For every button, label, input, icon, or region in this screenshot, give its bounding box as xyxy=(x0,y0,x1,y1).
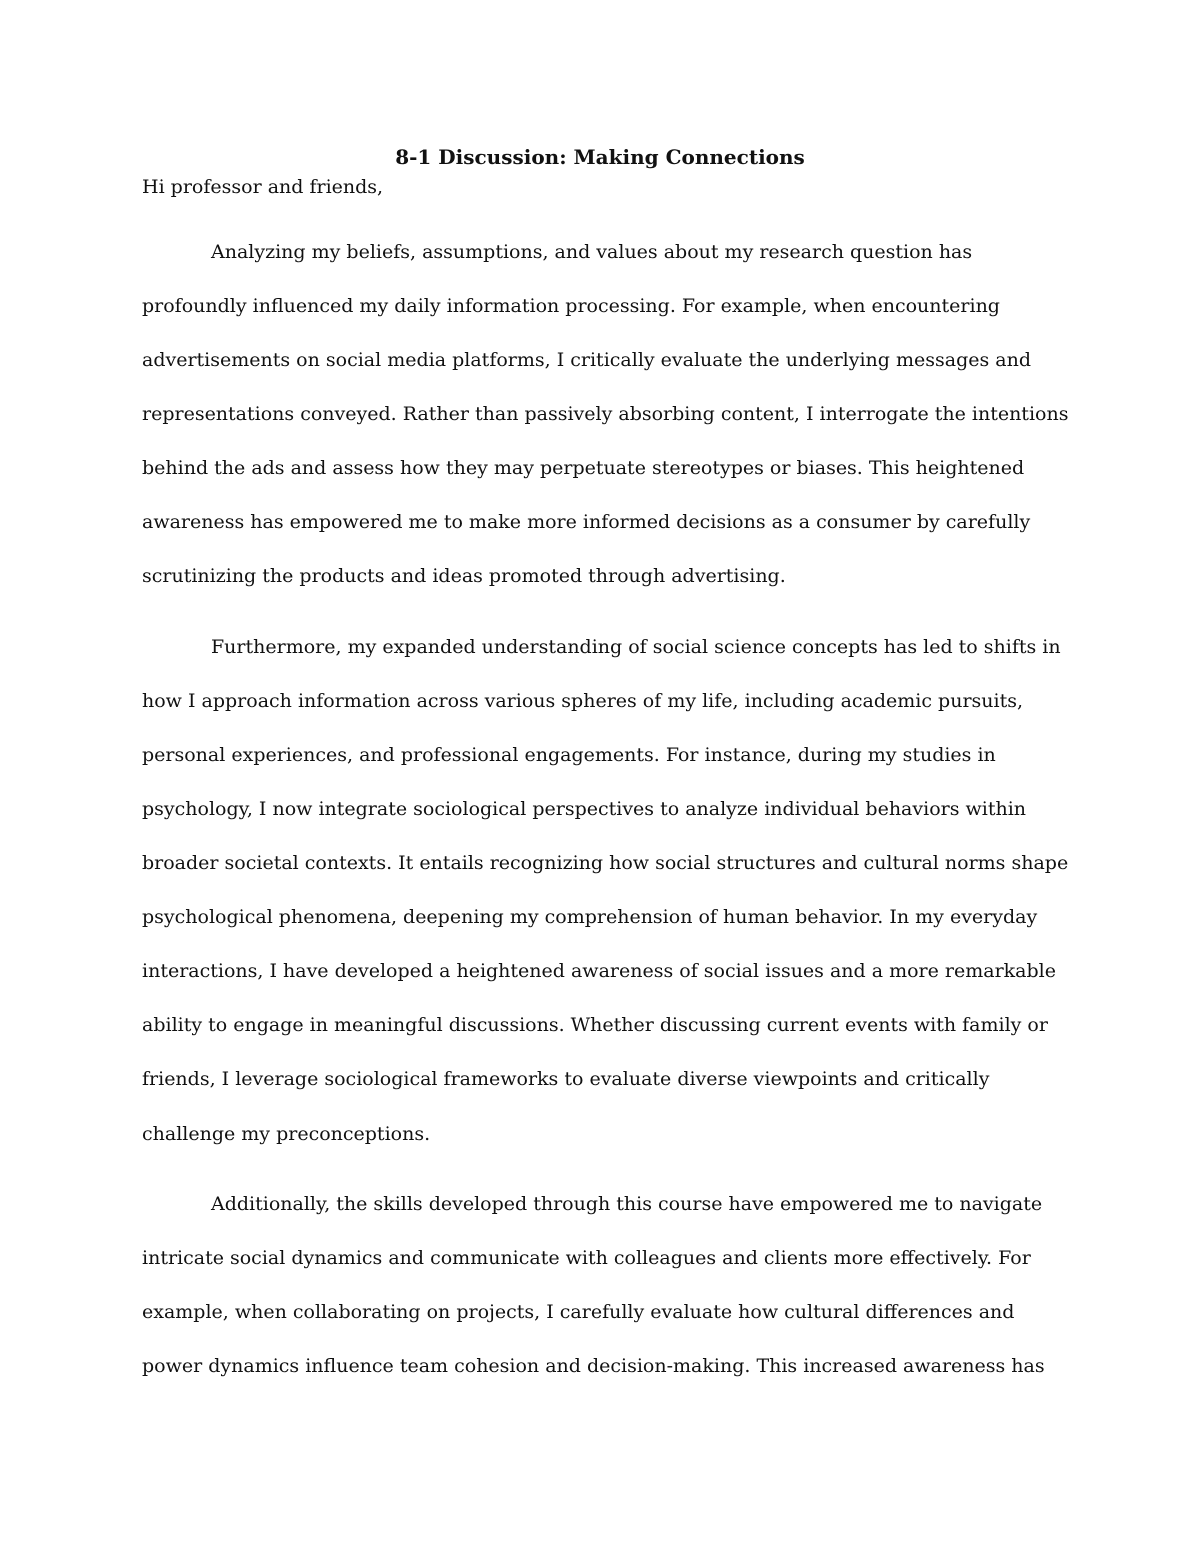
greeting-line: Hi professor and friends, xyxy=(142,176,384,198)
paragraph-1-line-7: scrutinizing the products and ideas promoted through advertising. xyxy=(142,565,786,587)
paragraph-1-line-2: profoundly influenced my daily information processing. For example, when encountering xyxy=(142,295,1000,317)
paragraph-2-line-7: interactions, I have developed a heightened awareness of social issues and a more remarkable xyxy=(142,960,1056,982)
paragraph-1-line-6: awareness has empowered me to make more informed decisions as a consumer by carefully xyxy=(142,511,1031,533)
paragraph-1-line-4: representations conveyed. Rather than passively absorbing content, I interrogate the intentions xyxy=(142,403,1069,425)
paragraph-2-line-5: broader societal contexts. It entails recognizing how social structures and cultural norms shape xyxy=(142,852,1069,874)
paragraph-2-line-10: challenge my preconceptions. xyxy=(142,1123,431,1145)
paragraph-1-line-1: Analyzing my beliefs, assumptions, and values about my research question has xyxy=(211,241,973,263)
paragraph-3-line-1: Additionally, the skills developed through this course have empowered me to navigate xyxy=(211,1193,1043,1215)
paragraph-2-line-3: personal experiences, and professional engagements. For instance, during my studies in xyxy=(142,744,996,766)
document-title: 8-1 Discussion: Making Connections xyxy=(395,145,805,169)
paragraph-1-line-5: behind the ads and assess how they may perpetuate stereotypes or biases. This heightened xyxy=(142,457,1025,479)
paragraph-3-line-3: example, when collaborating on projects, I carefully evaluate how cultural differences and xyxy=(142,1301,1015,1323)
paragraph-3-line-2: intricate social dynamics and communicate with colleagues and clients more effectively. For xyxy=(142,1247,1031,1269)
paragraph-2-line-1: Furthermore, my expanded understanding of social science concepts has led to shifts in xyxy=(211,636,1061,658)
paragraph-3-line-4: power dynamics influence team cohesion and decision-making. This increased awareness has xyxy=(142,1355,1045,1377)
paragraph-2-line-6: psychological phenomena, deepening my comprehension of human behavior. In my everyday xyxy=(142,906,1038,928)
paragraph-2-line-9: friends, I leverage sociological frameworks to evaluate diverse viewpoints and critically xyxy=(142,1068,990,1090)
paragraph-1-line-3: advertisements on social media platforms, I critically evaluate the underlying messages and xyxy=(142,349,1031,371)
paragraph-2-line-4: psychology, I now integrate sociological perspectives to analyze individual behaviors within xyxy=(142,798,1027,820)
paragraph-2-line-8: ability to engage in meaningful discussions. Whether discussing current events with family or xyxy=(142,1014,1048,1036)
paragraph-2-line-2: how I approach information across various spheres of my life, including academic pursuits, xyxy=(142,690,1024,712)
